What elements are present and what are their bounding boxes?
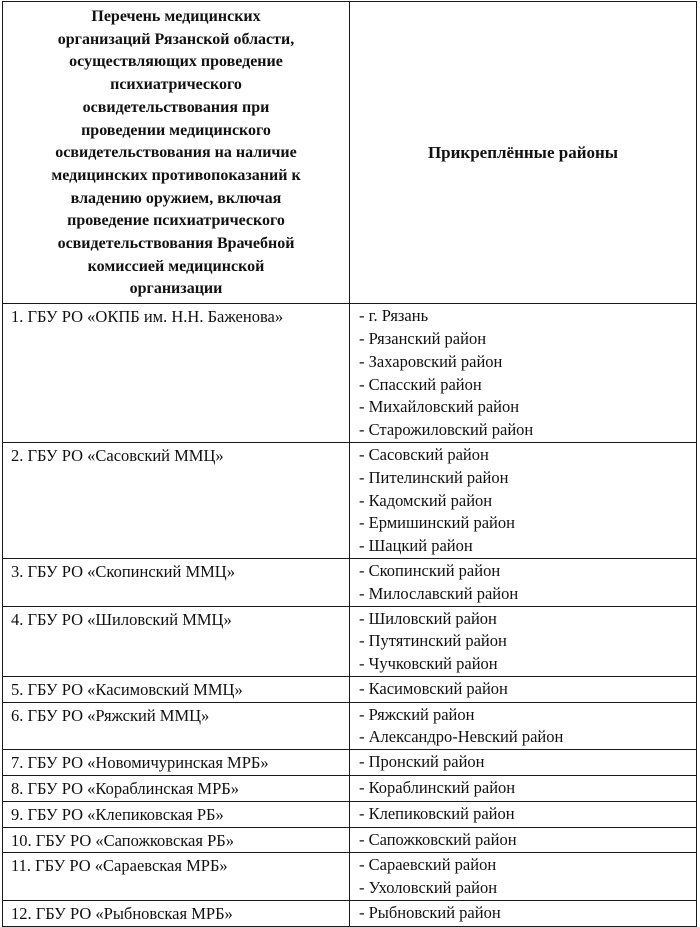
- district-item: - Ряжский район: [359, 704, 475, 724]
- district-item: - Спасский район: [359, 374, 482, 394]
- district-list: [350, 801, 697, 827]
- organization-name: 5. ГБУ РО «Касимовский ММЦ»: [3, 676, 350, 702]
- header-line: организаций Рязанской области,: [57, 30, 295, 48]
- header-line: освидетельствования на наличие: [55, 144, 297, 162]
- header-line: осуществляющих проведение: [69, 53, 283, 71]
- table-header-row: [3, 2, 697, 304]
- district-item: - Старожиловский район: [359, 420, 534, 440]
- header-line: медицинских противопоказаний к: [51, 166, 301, 184]
- district-list: [350, 827, 697, 853]
- header-line: проведение психиатрического: [67, 212, 285, 230]
- organization-name: 7. ГБУ РО «Новомичуринская МРБ»: [3, 750, 350, 776]
- district-item: - Чучковский район: [359, 654, 498, 674]
- table-row: [3, 750, 697, 776]
- organization-name: 10. ГБУ РО «Сапожковская РБ»: [3, 827, 350, 853]
- organization-name: 11. ГБУ РО «Сараевская МРБ»: [3, 853, 350, 901]
- header-line: освидетельствования при: [82, 98, 270, 116]
- table-row: [3, 558, 697, 606]
- table-row: [3, 776, 697, 802]
- district-item: - Милославский район: [359, 583, 519, 603]
- district-list: [350, 853, 697, 901]
- district-item: - г. Рязань: [359, 306, 429, 326]
- document-page: [2, 1, 696, 927]
- district-item: - Александро-Невский район: [359, 727, 564, 747]
- district-item: - Михайловский район: [359, 397, 520, 417]
- table-row: [3, 702, 697, 750]
- organization-name: 2. ГБУ РО «Сасовский ММЦ»: [3, 442, 350, 558]
- district-item: - Пителинский район: [359, 467, 509, 487]
- header-line: комиссией медицинской: [87, 257, 265, 275]
- table-row: [3, 606, 697, 676]
- district-list: [350, 776, 697, 802]
- organization-name: 12. ГБУ РО «Рыбновская МРБ»: [3, 901, 350, 927]
- district-list: [350, 750, 697, 776]
- header-line: Перечень медицинских: [91, 8, 261, 25]
- district-item: - Шиловский район: [359, 608, 497, 628]
- district-item: - Ухоловский район: [359, 878, 498, 898]
- district-item: - Сасовский район: [359, 444, 489, 464]
- header-line: организации: [129, 280, 223, 298]
- header-line: владению оружием, включая: [70, 189, 282, 207]
- header-line: психиатрического: [110, 76, 242, 94]
- district-item: - Сараевский район: [359, 855, 497, 875]
- district-item: - Шацкий район: [359, 536, 473, 556]
- table-row: [3, 901, 697, 927]
- organization-name: 4. ГБУ РО «Шиловский ММЦ»: [3, 606, 350, 676]
- organization-name: 8. ГБУ РО «Кораблинская МРБ»: [3, 776, 350, 802]
- table-row: [3, 676, 697, 702]
- district-list: [350, 702, 697, 750]
- organization-name: 9. ГБУ РО «Клепиковская РБ»: [3, 801, 350, 827]
- header-line: проведении медицинского: [81, 121, 271, 139]
- district-item: - Кадомский район: [359, 490, 493, 510]
- header-organizations: [3, 2, 350, 304]
- table-row: [3, 304, 697, 443]
- organization-name: 3. ГБУ РО «Скопинский ММЦ»: [3, 558, 350, 606]
- district-list: [350, 304, 697, 443]
- district-list: [350, 901, 697, 927]
- district-item: - Скопинский район: [359, 560, 501, 580]
- organizations-table: [2, 1, 697, 927]
- district-item: - Кораблинский район: [359, 778, 516, 798]
- district-item: - Рыбновский район: [359, 903, 501, 923]
- organization-name: 6. ГБУ РО «Ряжский ММЦ»: [3, 702, 350, 750]
- district-list: [350, 442, 697, 558]
- district-list: [350, 558, 697, 606]
- district-item: - Сапожковский район: [359, 829, 517, 849]
- table-row: [3, 827, 697, 853]
- header-line: освидетельствования Врачебной: [57, 235, 295, 253]
- district-list: [350, 676, 697, 702]
- table-row: [3, 853, 697, 901]
- district-item: - Касимовский район: [359, 678, 508, 698]
- district-item: - Захаровский район: [359, 351, 503, 371]
- district-item: - Рязанский район: [359, 328, 487, 348]
- header-districts: Прикреплённые районы: [350, 2, 697, 304]
- district-item: - Ермишинский район: [359, 513, 515, 533]
- district-item: - Пронский район: [359, 752, 485, 772]
- district-item: - Путятинский район: [359, 631, 507, 651]
- district-item: - Клепиковский район: [359, 803, 515, 823]
- district-list: [350, 606, 697, 676]
- table-row: [3, 442, 697, 558]
- organization-name: 1. ГБУ РО «ОКПБ им. Н.Н. Баженова»: [3, 304, 350, 443]
- table-row: [3, 801, 697, 827]
